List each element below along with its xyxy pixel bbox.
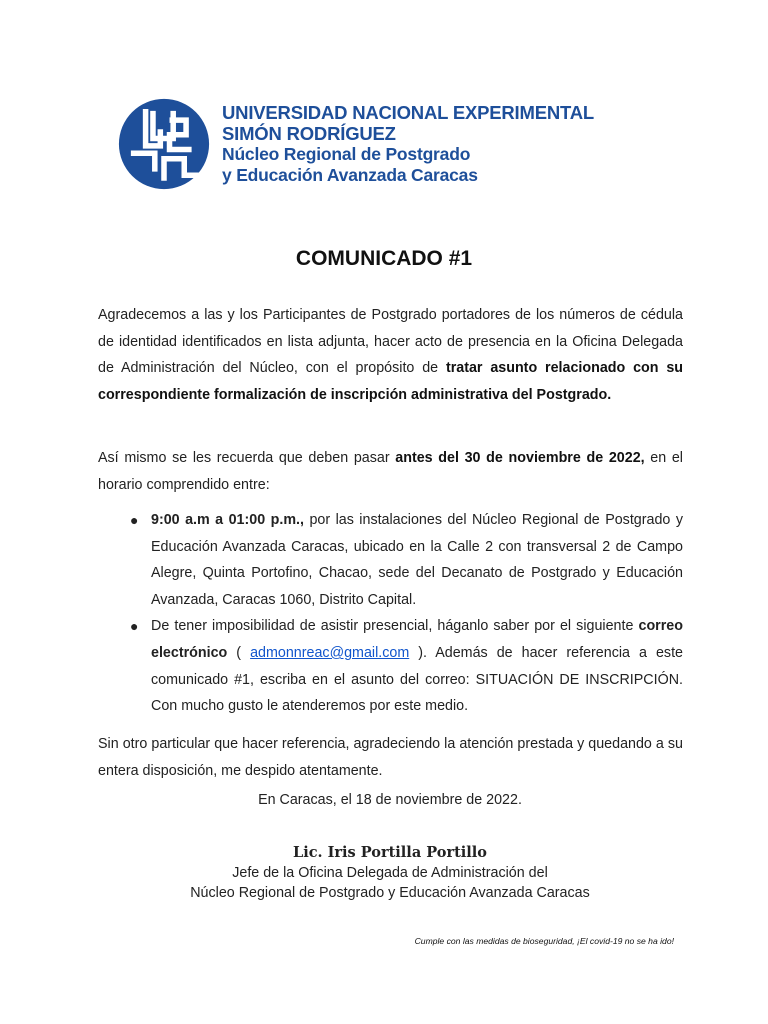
paragraph-intro-text: Agradecemos a las y los Participantes de Postgrado portadores de los números de cédula de identidad identificados en lista adjunta, hacer acto de presencia en la Oficina Delegada de Administración del Núcleo, con el propósito de	[98, 307, 683, 377]
biosecurity-note: Cumple con las medidas de bioseguridad, ¡El covid-19 no se ha ido!	[414, 936, 674, 946]
schedule-hours: 9:00 a.m a 01:00 p.m.,	[151, 512, 304, 528]
list-item-schedule	[98, 507, 683, 613]
paragraph-deadline-text-before: Así mismo se les recuerda que deben pasar	[98, 450, 396, 466]
paragraph-intro-bold: tratar asunto relacionado con su correspondiente formalización de inscripción administrativa del Postgrado.	[98, 360, 683, 403]
university-name-line2: SIMÓN RODRÍGUEZ	[222, 123, 396, 144]
list-item-email	[98, 613, 683, 719]
email-text-after: ). Además de hacer referencia a este comunicado #1, escriba en el asunto del correo: SITUACIÓN DE INSCRIPCIÓN. Con mucho gusto le atenderemos por este medio.	[151, 644, 683, 715]
paragraph-closing: Sin otro particular que hacer referencia, agradeciendo la atención prestada y quedando a su entera disposición, me despido atentamente.	[98, 736, 683, 779]
unesr-logo-icon	[118, 98, 210, 190]
university-name	[222, 102, 594, 186]
page-title: COMUNICADO #1	[295, 247, 473, 270]
deadline-date: antes del 30 de noviembre de 2022,	[395, 450, 645, 466]
email-label: correo electrónico	[151, 618, 683, 661]
paragraph-deadline	[98, 445, 683, 498]
date-line: En Caracas, el 18 de noviembre de 2022.	[258, 792, 522, 808]
email-open-paren: (	[227, 644, 251, 661]
signatory-role-line2: Núcleo Regional de Postgrado y Educación Avanzada Caracas	[190, 885, 590, 901]
bullet-icon: ●	[130, 618, 139, 635]
schedule-list	[98, 507, 683, 720]
email-link[interactable]: admonnreac@gmail.com	[250, 644, 410, 661]
nucleo-name-line2: y Educación Avanzada Caracas	[222, 165, 478, 185]
signatory-role-line1: Jefe de la Oficina Delegada de Administración del	[232, 865, 548, 881]
bullet-icon: ●	[130, 512, 139, 528]
nucleo-name-line1: Núcleo Regional de Postgrado	[222, 144, 471, 164]
email-text-before: De tener imposibilidad de asistir presencial, háganlo saber por el siguiente	[151, 618, 639, 635]
schedule-location: por las instalaciones del Núcleo Regional de Postgrado y Educación Avanzada Caracas, ubicado en la Calle 2 con transversal 2 de Campo Alegre, Quinta Portofino, Chacao, sede del Decanato de Postgrado y Educación Avanzada, Caracas 1060, Distrito Capital.	[151, 512, 683, 608]
paragraph-intro	[98, 302, 683, 408]
university-header	[118, 98, 594, 194]
signature-block	[0, 843, 768, 903]
university-name-line1: UNIVERSIDAD NACIONAL EXPERIMENTAL	[222, 102, 594, 123]
signatory-name: Lic. Iris Portilla Portillo	[293, 844, 487, 861]
paragraph-deadline-text-after: en el horario comprendido entre:	[98, 450, 683, 493]
